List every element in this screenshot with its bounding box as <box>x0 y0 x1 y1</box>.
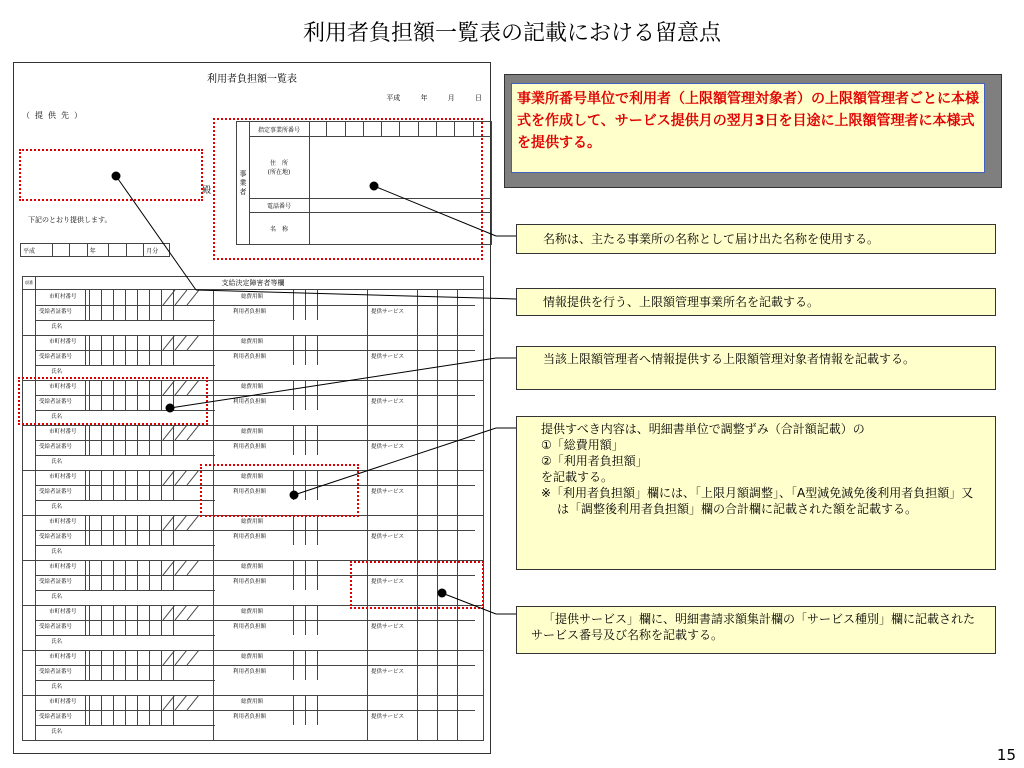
user-name-label: 氏名 <box>51 459 63 465</box>
recipient-number-label: 受給者証番号 <box>39 579 73 585</box>
phone-label: 電話番号 <box>249 198 310 212</box>
service-label: 提供サービス <box>371 309 405 315</box>
line-amounts <box>294 428 496 495</box>
user-name-label: 氏名 <box>51 414 63 420</box>
provided-text: 下記のとおり提供します。 <box>28 216 112 224</box>
period-month: 月分 <box>144 244 170 257</box>
name-label: 名 称 <box>249 212 310 244</box>
total-cost-label: 総費用額 <box>241 429 264 435</box>
total-cost-label: 総費用額 <box>241 609 264 615</box>
main-callout-text: 事業所番号単位で利用者（上限額管理対象者）の上限額管理者ごとに本様式を作成して、サービス提供月の翌月3日を目途に上限額管理者に本様式を提供する。 <box>511 83 985 173</box>
recipient-number-label: 受給者証番号 <box>39 624 73 630</box>
user-name-label: 氏名 <box>51 729 63 735</box>
service-label: 提供サービス <box>371 444 405 450</box>
line-provider-2 <box>196 290 516 299</box>
municipality-number-label: 市町村番号 <box>49 474 77 480</box>
total-cost-label: 総費用額 <box>241 699 264 705</box>
user-burden-label: 利用者負担額 <box>233 669 267 675</box>
provider-label: （提供先） <box>22 111 87 120</box>
service-label: 提供サービス <box>371 489 405 495</box>
user-name-label: 氏名 <box>51 369 63 375</box>
municipality-number-label: 市町村番号 <box>49 609 77 615</box>
page-number: 15 <box>996 746 1016 764</box>
user-name-label: 氏名 <box>51 504 63 510</box>
form-date: 平成 年 月 日 <box>386 94 482 102</box>
user-name-label: 氏名 <box>51 324 63 330</box>
user-burden-label: 利用者負担額 <box>233 309 267 315</box>
user-name-label: 氏名 <box>51 549 63 555</box>
line-service <box>442 593 496 614</box>
recipient-number-label: 受給者証番号 <box>39 669 73 675</box>
recipient-number-label: 受給者証番号 <box>39 714 73 720</box>
total-cost-label: 総費用額 <box>241 294 264 300</box>
user-burden-label: 利用者負担額 <box>233 489 267 495</box>
c4-line1: 提供すべき内容は、明細書単位で調整ずみ（合計額記載）の <box>541 422 865 436</box>
municipality-number-label: 市町村番号 <box>49 384 77 390</box>
recipient-number-label: 受給者証番号 <box>39 444 73 450</box>
user-burden-label: 利用者負担額 <box>233 534 267 540</box>
c4-line5: ※「利用者負担額」欄には、「上限月額調整」、「A型減免減免後利用者負担額」又は「調整後利用者負担額」欄の合計欄に記載された額を記載する。 <box>541 486 974 516</box>
callout-user-info: 当該上限額管理者へ情報提供する上限額管理対象者情報を記載する。 <box>516 346 996 390</box>
recipient-number-label: 受給者証番号 <box>39 309 73 315</box>
service-label: 提供サービス <box>371 714 405 720</box>
recipient-number-label: 受給者証番号 <box>39 354 73 360</box>
user-burden-label: 利用者負担額 <box>233 579 267 585</box>
callout-name: 名称は、主たる事業所の名称として届け出た名称を使用する。 <box>516 224 996 254</box>
user-burden-label: 利用者負担額 <box>233 354 267 360</box>
service-label: 提供サービス <box>371 579 405 585</box>
recipient-number-label: 受給者証番号 <box>39 399 73 405</box>
recipient-number-label: 受給者証番号 <box>39 534 73 540</box>
user-name-label: 氏名 <box>51 639 63 645</box>
c4-line3: ②「利用者負担額」 <box>541 454 648 468</box>
user-burden-label: 利用者負担額 <box>233 714 267 720</box>
user-burden-label: 利用者負担額 <box>233 624 267 630</box>
slide-title: 利用者負担額一覧表の記載における留意点 <box>302 21 721 46</box>
municipality-number-label: 市町村番号 <box>49 654 77 660</box>
total-cost-label: 総費用額 <box>241 339 264 345</box>
form-title: 利用者負担額一覧表 <box>207 74 297 85</box>
c4-line2: ①「総費用額」 <box>541 438 624 452</box>
office-number-label: 指定事業所番号 <box>249 122 310 136</box>
municipality-number-label: 市町村番号 <box>49 339 77 345</box>
period-year: 年 <box>87 244 109 257</box>
total-cost-label: 総費用額 <box>241 564 264 570</box>
table-header: 項番 支給決定障害者等欄 <box>23 277 483 290</box>
municipality-number-label: 市町村番号 <box>49 519 77 525</box>
municipality-number-label: 市町村番号 <box>49 294 77 300</box>
total-cost-label: 総費用額 <box>241 519 264 525</box>
callout-provider: 情報提供を行う、上限額管理事業所名を記載する。 <box>516 288 996 316</box>
c4-line4: を記載する。 <box>541 470 614 484</box>
address-label: 住 所 (所在地) <box>249 136 310 198</box>
recipient-number-label: 受給者証番号 <box>39 489 73 495</box>
total-cost-label: 総費用額 <box>241 474 264 480</box>
line-provider <box>116 176 196 290</box>
line-user-info <box>170 358 496 408</box>
municipality-number-label: 市町村番号 <box>49 429 77 435</box>
dono-label: 殿 <box>202 186 212 196</box>
user-name-label: 氏名 <box>51 594 63 600</box>
period-heisei: 平成 <box>21 244 53 257</box>
service-label: 提供サービス <box>371 624 405 630</box>
user-burden-label: 利用者負担額 <box>233 399 267 405</box>
municipality-number-label: 市町村番号 <box>49 699 77 705</box>
service-label: 提供サービス <box>371 669 405 675</box>
total-cost-label: 総費用額 <box>241 384 264 390</box>
user-name-label: 氏名 <box>51 684 63 690</box>
callout-service: 「提供サービス」欄に、明細書請求額集計欄の「サービス種別」欄に記載されたサービス番号及び名称を記載する。 <box>516 606 996 654</box>
service-label: 提供サービス <box>371 354 405 360</box>
line-name <box>374 186 496 236</box>
user-burden-label: 利用者負担額 <box>233 444 267 450</box>
jigyosha-side-label: 事業者 <box>237 122 250 244</box>
total-cost-label: 総費用額 <box>241 654 264 660</box>
service-label: 提供サービス <box>371 399 405 405</box>
number-label: 項番 <box>23 277 36 289</box>
service-label: 提供サービス <box>371 534 405 540</box>
municipality-number-label: 市町村番号 <box>49 564 77 570</box>
